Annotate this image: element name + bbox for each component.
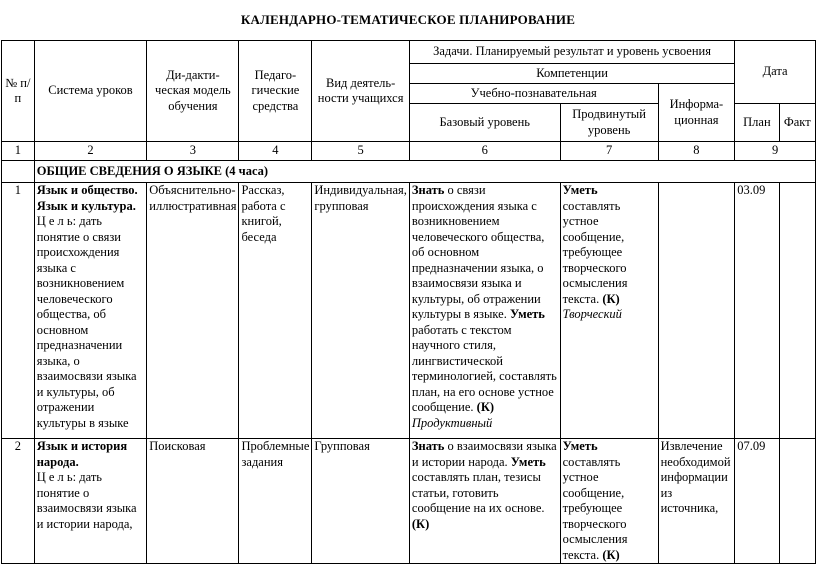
row-didactic: Поисковая [147, 439, 239, 564]
row-topic: Язык и общество. Язык и культура. [36, 183, 138, 213]
row-activity: Индивидуальная, групповая [312, 183, 410, 439]
row-pedagogic: Рассказ, работа с книгой, беседа [239, 183, 312, 439]
advanced-text: составлять устное сообщение, требующее творческого осмысления текста. [562, 454, 628, 562]
keyword-know: Знать [411, 183, 445, 197]
col-number: 2 [34, 142, 147, 161]
basic-text: о взаимосвязи языка и истории народа. [411, 439, 557, 469]
keyword-know: Знать [411, 439, 445, 453]
keyword-can: Уметь [562, 439, 598, 453]
header-plan: План [735, 104, 779, 142]
col-number: 9 [735, 142, 816, 161]
planning-table [1, 40, 816, 564]
goal-label: Ц е л ь: [36, 470, 77, 484]
row-pedagogic: Проблемные задания [239, 439, 312, 564]
header-activity: Вид деятель-ности учащихся [312, 41, 410, 142]
section-title: ОБЩИЕ СВЕДЕНИЯ О ЯЗЫКЕ (4 часа) [34, 161, 815, 183]
table-row [2, 183, 816, 439]
advanced-text: составлять устное сообщение, требующее творческого осмысления текста. [562, 198, 628, 306]
basic-text: о связи происхождения языка с возникновением человеческого общества, об основном предназначении языка, о взаимосвязи языка и культуры, об отражении культуры в языке. [411, 183, 545, 321]
row-fact-date [779, 183, 815, 439]
row-topic-cell [34, 439, 147, 564]
header-fact: Факт [779, 104, 815, 142]
level-label: Творческий [562, 307, 622, 321]
table-row [2, 439, 816, 564]
row-info: Извлечение необходимой информации из источника, [658, 439, 735, 564]
header-didactic: Ди-дакти-ческая модель обучения [147, 41, 239, 142]
row-plan-date: 03.09 [735, 183, 779, 439]
header-system: Система уроков [34, 41, 147, 142]
row-basic [409, 183, 560, 439]
keyword-can: Уметь [562, 183, 598, 197]
col-number: 1 [2, 142, 35, 161]
row-topic-cell [34, 183, 147, 439]
row-plan-date: 07.09 [735, 439, 779, 564]
row-didactic: Объяснительно-иллюстративная [147, 183, 239, 439]
keyword-can: Уметь [510, 454, 546, 469]
goal-text: дать понятие о взаимосвязи языка и истории народа, [36, 470, 137, 531]
header-advanced: Продвинутый уровень [560, 104, 658, 142]
header-edu-cognitive: Учебно-познавательная [409, 84, 658, 104]
keyword-can: Уметь [509, 307, 545, 321]
col-number: 4 [239, 142, 312, 161]
col-number: 3 [147, 142, 239, 161]
header-informational: Информа-ционная [658, 84, 735, 142]
header-competencies: Компетенции [409, 64, 734, 84]
competence-mark: (К) [602, 547, 620, 562]
row-advanced [560, 183, 658, 439]
row-topic: Язык и история народа. [36, 439, 128, 469]
page-title: КАЛЕНДАРНО-ТЕМАТИЧЕСКОЕ ПЛАНИРОВАНИЕ [240, 12, 576, 27]
row-num: 1 [2, 183, 35, 439]
row-info [658, 183, 735, 439]
header-date: Дата [735, 41, 816, 104]
header-pedagogic: Педаго-гические средства [239, 41, 312, 142]
level-label: Продуктивный [411, 415, 493, 430]
row-fact-date [779, 439, 815, 564]
basic-text: работать с текстом научного стиля, лингвистической терминологией, составлять план, на его основе устное сообщение. [411, 322, 557, 414]
col-number: 5 [312, 142, 410, 161]
competence-mark: (К) [602, 291, 620, 306]
row-advanced [560, 439, 658, 564]
col-number: 7 [560, 142, 658, 161]
competence-mark: (К) [476, 400, 495, 414]
col-number: 6 [409, 142, 560, 161]
goal-text: дать понятие о связи происхождения языка с возникновением человеческого общества, об основном предназначении языка, о взаимосвязи языка и культуры, об отражении культуры в языке [36, 214, 137, 430]
competence-mark: (К) [411, 516, 430, 531]
row-num: 2 [2, 439, 35, 564]
header-tasks: Задачи. Планируемый результат и уровень усвоения [409, 41, 734, 64]
header-num: № п/п [2, 41, 35, 142]
row-basic [409, 439, 560, 564]
row-activity: Групповая [312, 439, 410, 564]
goal-label: Ц е л ь: [36, 214, 77, 228]
col-number: 8 [658, 142, 735, 161]
basic-text: составлять план, тезисы статьи, готовить сообщение на их основе. [411, 470, 545, 515]
header-basic: Базовый уровень [409, 104, 560, 142]
